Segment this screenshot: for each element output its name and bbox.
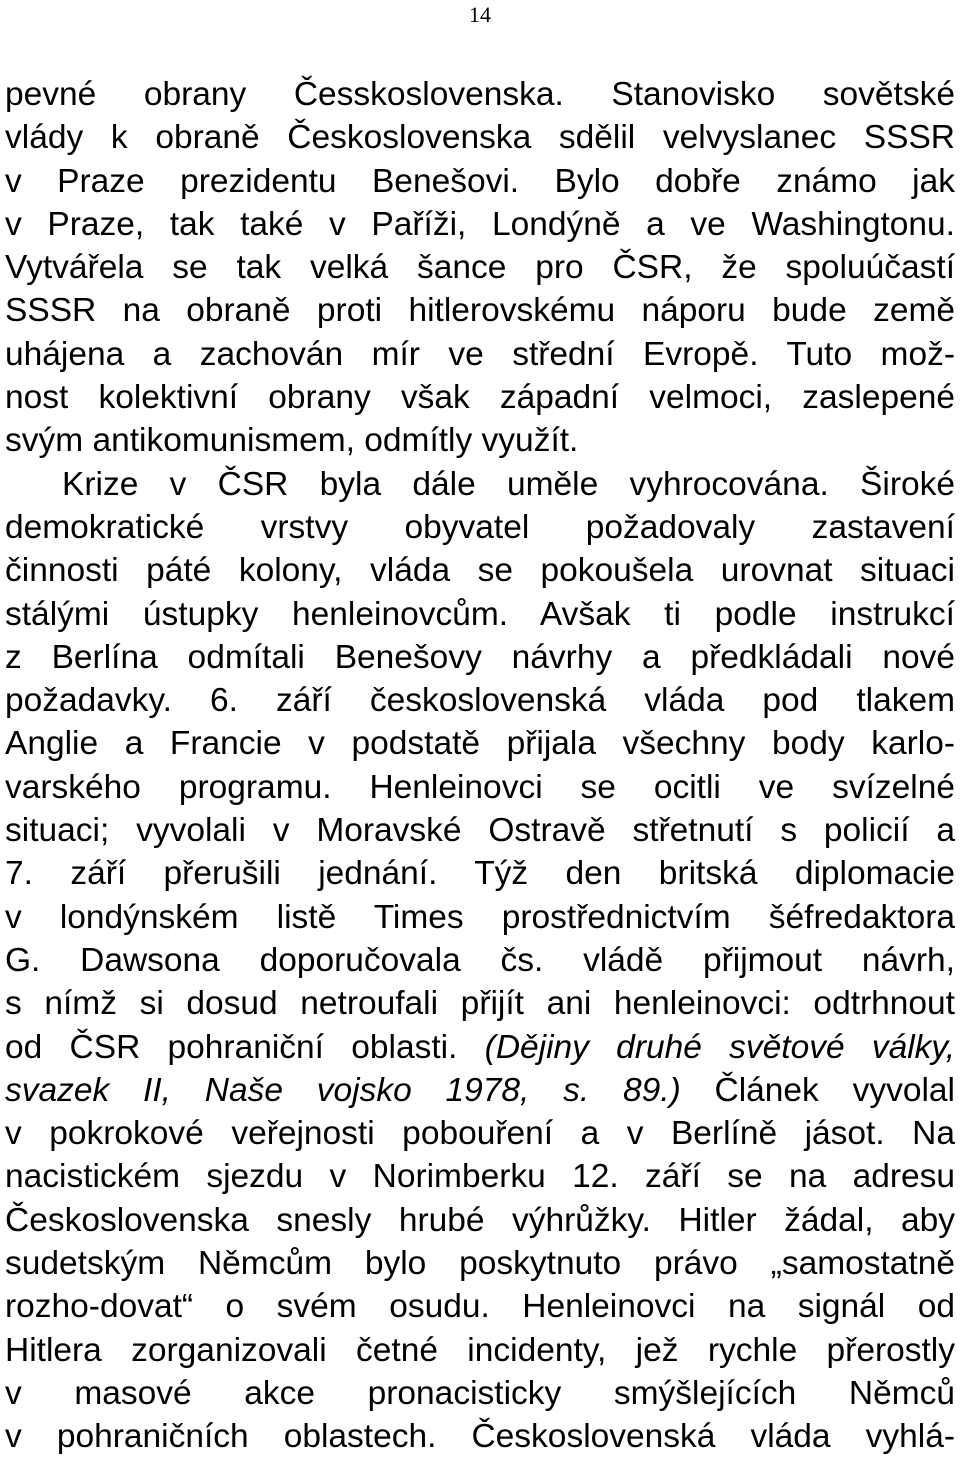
- text-line: [5, 1155, 955, 1198]
- text-line-content: v londýnském listě Times prostřednictvím šéfredaktora: [5, 898, 955, 936]
- text-line: [5, 636, 955, 679]
- text-line: [5, 1026, 955, 1069]
- text-line-content: v pokrokové veřejnosti pobouření a v Berlíně jásot. Na: [5, 1115, 955, 1153]
- text-line-content: vlády k obraně Československa sdělil velvyslanec SSSR: [5, 119, 955, 157]
- text-line-content: rozho-dovat“ o svém osudu. Henleinovci na signál od: [5, 1288, 955, 1326]
- text-line: [5, 1242, 955, 1285]
- text-line-content: varského programu. Henleinovci se ocitli ve svízelné: [5, 768, 955, 806]
- text-line-content: Hitlera zorganizovali četné incidenty, jež rychle přerostly: [5, 1331, 955, 1369]
- text-line: [5, 1112, 955, 1155]
- text-line: [5, 1415, 955, 1458]
- text-line-content: G. Dawsona doporučovala čs. vládě přijmout návrh,: [5, 941, 955, 979]
- text-line-content: z Berlína odmítali Benešovy návrhy a předkládali nové: [5, 638, 955, 676]
- text-line-content: od ČSR pohraniční oblasti.: [5, 1028, 458, 1066]
- text-line-content: SSSR na obraně proti hitlerovskému náporu bude země: [5, 292, 955, 330]
- text-line-content: 7. září přerušili jednání. Týž den britská diplomacie: [5, 855, 955, 893]
- text-line: [5, 939, 955, 982]
- text-line: [5, 722, 955, 765]
- text-line-content: situaci; vyvolali v Moravské Ostravě střetnutí s policií a: [5, 812, 955, 850]
- text-line-content: Československa snesly hrubé výhrůžky. Hitler žádal, aby: [5, 1201, 955, 1239]
- text-line: [5, 419, 955, 462]
- text-line-content: nacistickém sjezdu v Norimberku 12. září se na adresu: [5, 1158, 955, 1196]
- text-line-content: Anglie a Francie v podstatě přijala všechny body karlo-: [5, 725, 955, 763]
- text-line-content: požadavky. 6. září československá vláda pod tlakem: [5, 682, 955, 720]
- text-line-content: v masové akce pronacisticky smýšlejících Němců: [5, 1374, 955, 1412]
- citation: svazek II, Naše vojsko 1978, s. 89.): [5, 1071, 681, 1109]
- text-line-content: s nímž si dosud netroufali přijít ani henleinovci: odtrhnout: [5, 985, 955, 1023]
- text-line-content: demokratické vrstvy obyvatel požadovaly zastavení: [5, 508, 955, 546]
- text-line: [5, 1069, 955, 1112]
- text-line: [5, 116, 955, 159]
- text-line: [5, 982, 955, 1025]
- text-line: [5, 896, 955, 939]
- text-line: [5, 549, 955, 592]
- text-line-content: svým antikomunismem, odmítly využít.: [5, 422, 579, 460]
- text-line-content: uhájena a zachován mír ve střední Evropě. Tuto mož-: [5, 335, 955, 373]
- text-line: [5, 376, 955, 419]
- text-line-content: nost kolektivní obrany však západní velmoci, zaslepené: [5, 379, 955, 417]
- page-number: 14: [469, 2, 491, 27]
- text-line-content: v Praze prezidentu Benešovi. Bylo dobře známo jak: [5, 162, 955, 200]
- text-line: [5, 289, 955, 332]
- text-line-content: v pohraničních oblastech. Československá vláda vyhlá-: [5, 1418, 955, 1456]
- text-line: [5, 1329, 955, 1372]
- text-line: [5, 809, 955, 852]
- text-line: [5, 246, 955, 289]
- text-line: [5, 852, 955, 895]
- text-line-content: Článek vyvolal: [714, 1071, 955, 1109]
- text-line-content: v Praze, tak také v Paříži, Londýně a ve Washingtonu.: [5, 205, 955, 243]
- text-line: [5, 160, 955, 203]
- citation: (Dějiny druhé světové války,: [484, 1028, 955, 1066]
- text-line-content: stálými ústupky henleinovcům. Avšak ti podle instrukcí: [5, 595, 955, 633]
- text-line-content: činnosti páté kolony, vláda se pokoušela urovnat situaci: [5, 552, 955, 590]
- text-line: [5, 593, 955, 636]
- text-line: [5, 679, 955, 722]
- text-line-content: sudetským Němcům bylo poskytnuto právo „samostatně: [5, 1245, 955, 1283]
- text-line: [5, 766, 955, 809]
- text-line: [5, 506, 955, 549]
- text-line: [5, 73, 955, 116]
- text-line-content: Vytvářela se tak velká šance pro ČSR, že spoluúčastí: [5, 249, 955, 287]
- text-line: [5, 1285, 955, 1328]
- text-line: [5, 203, 955, 246]
- body-text: [5, 73, 955, 1459]
- text-line: [5, 1372, 955, 1415]
- text-line-content: Krize v ČSR byla dále uměle vyhrocována. Široké: [62, 465, 955, 503]
- text-line-content: pevné obrany Česskoslovenska. Stanovisko sovětské: [5, 76, 955, 113]
- text-line: [5, 333, 955, 376]
- text-line: [5, 1199, 955, 1242]
- text-line: [5, 463, 955, 506]
